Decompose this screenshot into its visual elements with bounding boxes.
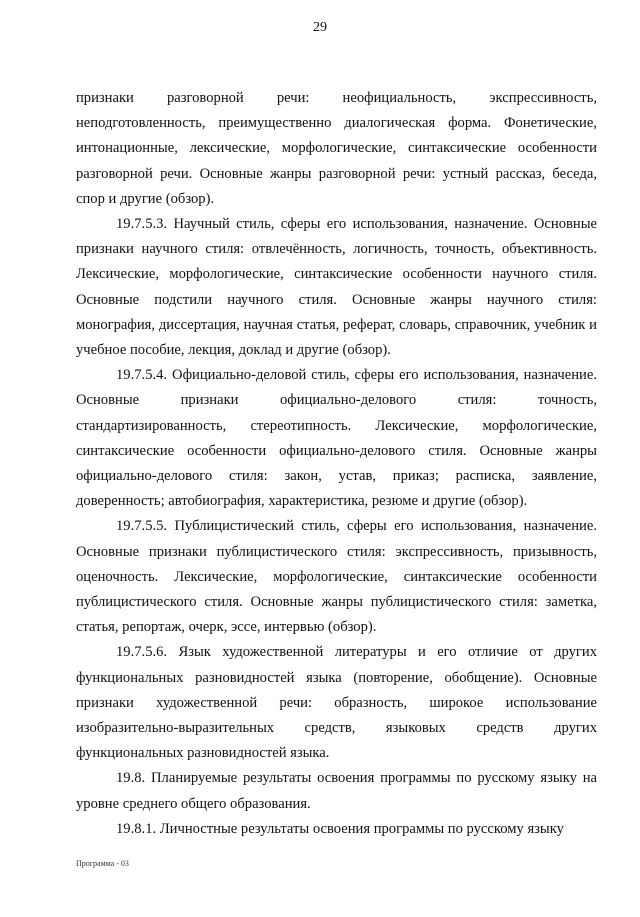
footer-label: Программа - 03 [76, 859, 129, 868]
paragraph-speech-features: признаки разговорной речи: неофициальность, экспрессивность, неподготовленность, преимущественно диалогическая форма. Фонетические, интонационные, лексические, морфологические, синтаксические особенности разговорной речи. Основные жанры разговорной речи: устный рассказ, беседа, спор и другие (обзор). [76, 90, 597, 207]
page-number: 29 [313, 20, 327, 35]
paragraph-scientific-style: 19.7.5.3. Научный стиль, сферы его использования, назначение. Основные признаки научного стиля: отвлечённость, логичность, точность, объективность. Лексические, морфологические, синтаксические особенности научного стиля. Основные подстили научного стиля. Основные жанры научного стиля: монография, диссертация, научная статья, реферат, словарь, справочник, учебник и учебное пособие, лекция, доклад и другие (обзор). [76, 216, 597, 359]
page-content [76, 86, 597, 842]
paragraph-planned-results: 19.8. Планируемые результаты освоения программы по русскому языку на уровне среднего общего образования. [76, 770, 597, 812]
paragraph-official-style: 19.7.5.4. Официально-деловой стиль, сферы его использования, назначение. Основные признаки официально-делового стиля: точность, стандартизированность, стереотипность. Лексические, морфологические, синтаксические особенности официально-делового стиля. Основные жанры официально-делового стиля: закон, устав, приказ; расписка, заявление, доверенность; автобиография, характеристика, резюме и другие (обзор). [76, 367, 597, 510]
paragraph-literary-language: 19.7.5.6. Язык художественной литературы и его отличие от других функциональных разновидностей языка (повторение, обобщение). Основные признаки художественной речи: образность, широкое использование изобразительно-выразительных средств, языковых средств других функциональных разновидностей языка. [76, 644, 597, 762]
paragraph-publicistic-style: 19.7.5.5. Публицистический стиль, сферы его использования, назначение. Основные признаки публицистического стиля: экспрессивность, призывность, оценочность. Лексические, морфологические, синтаксические особенности публицистического стиля. Основные жанры публицистического стиля: заметка, статья, репортаж, очерк, эссе, интервью (обзор). [76, 518, 597, 636]
paragraph-personal-results: 19.8.1. Личностные результаты освоения программы по русскому языку [116, 820, 564, 837]
